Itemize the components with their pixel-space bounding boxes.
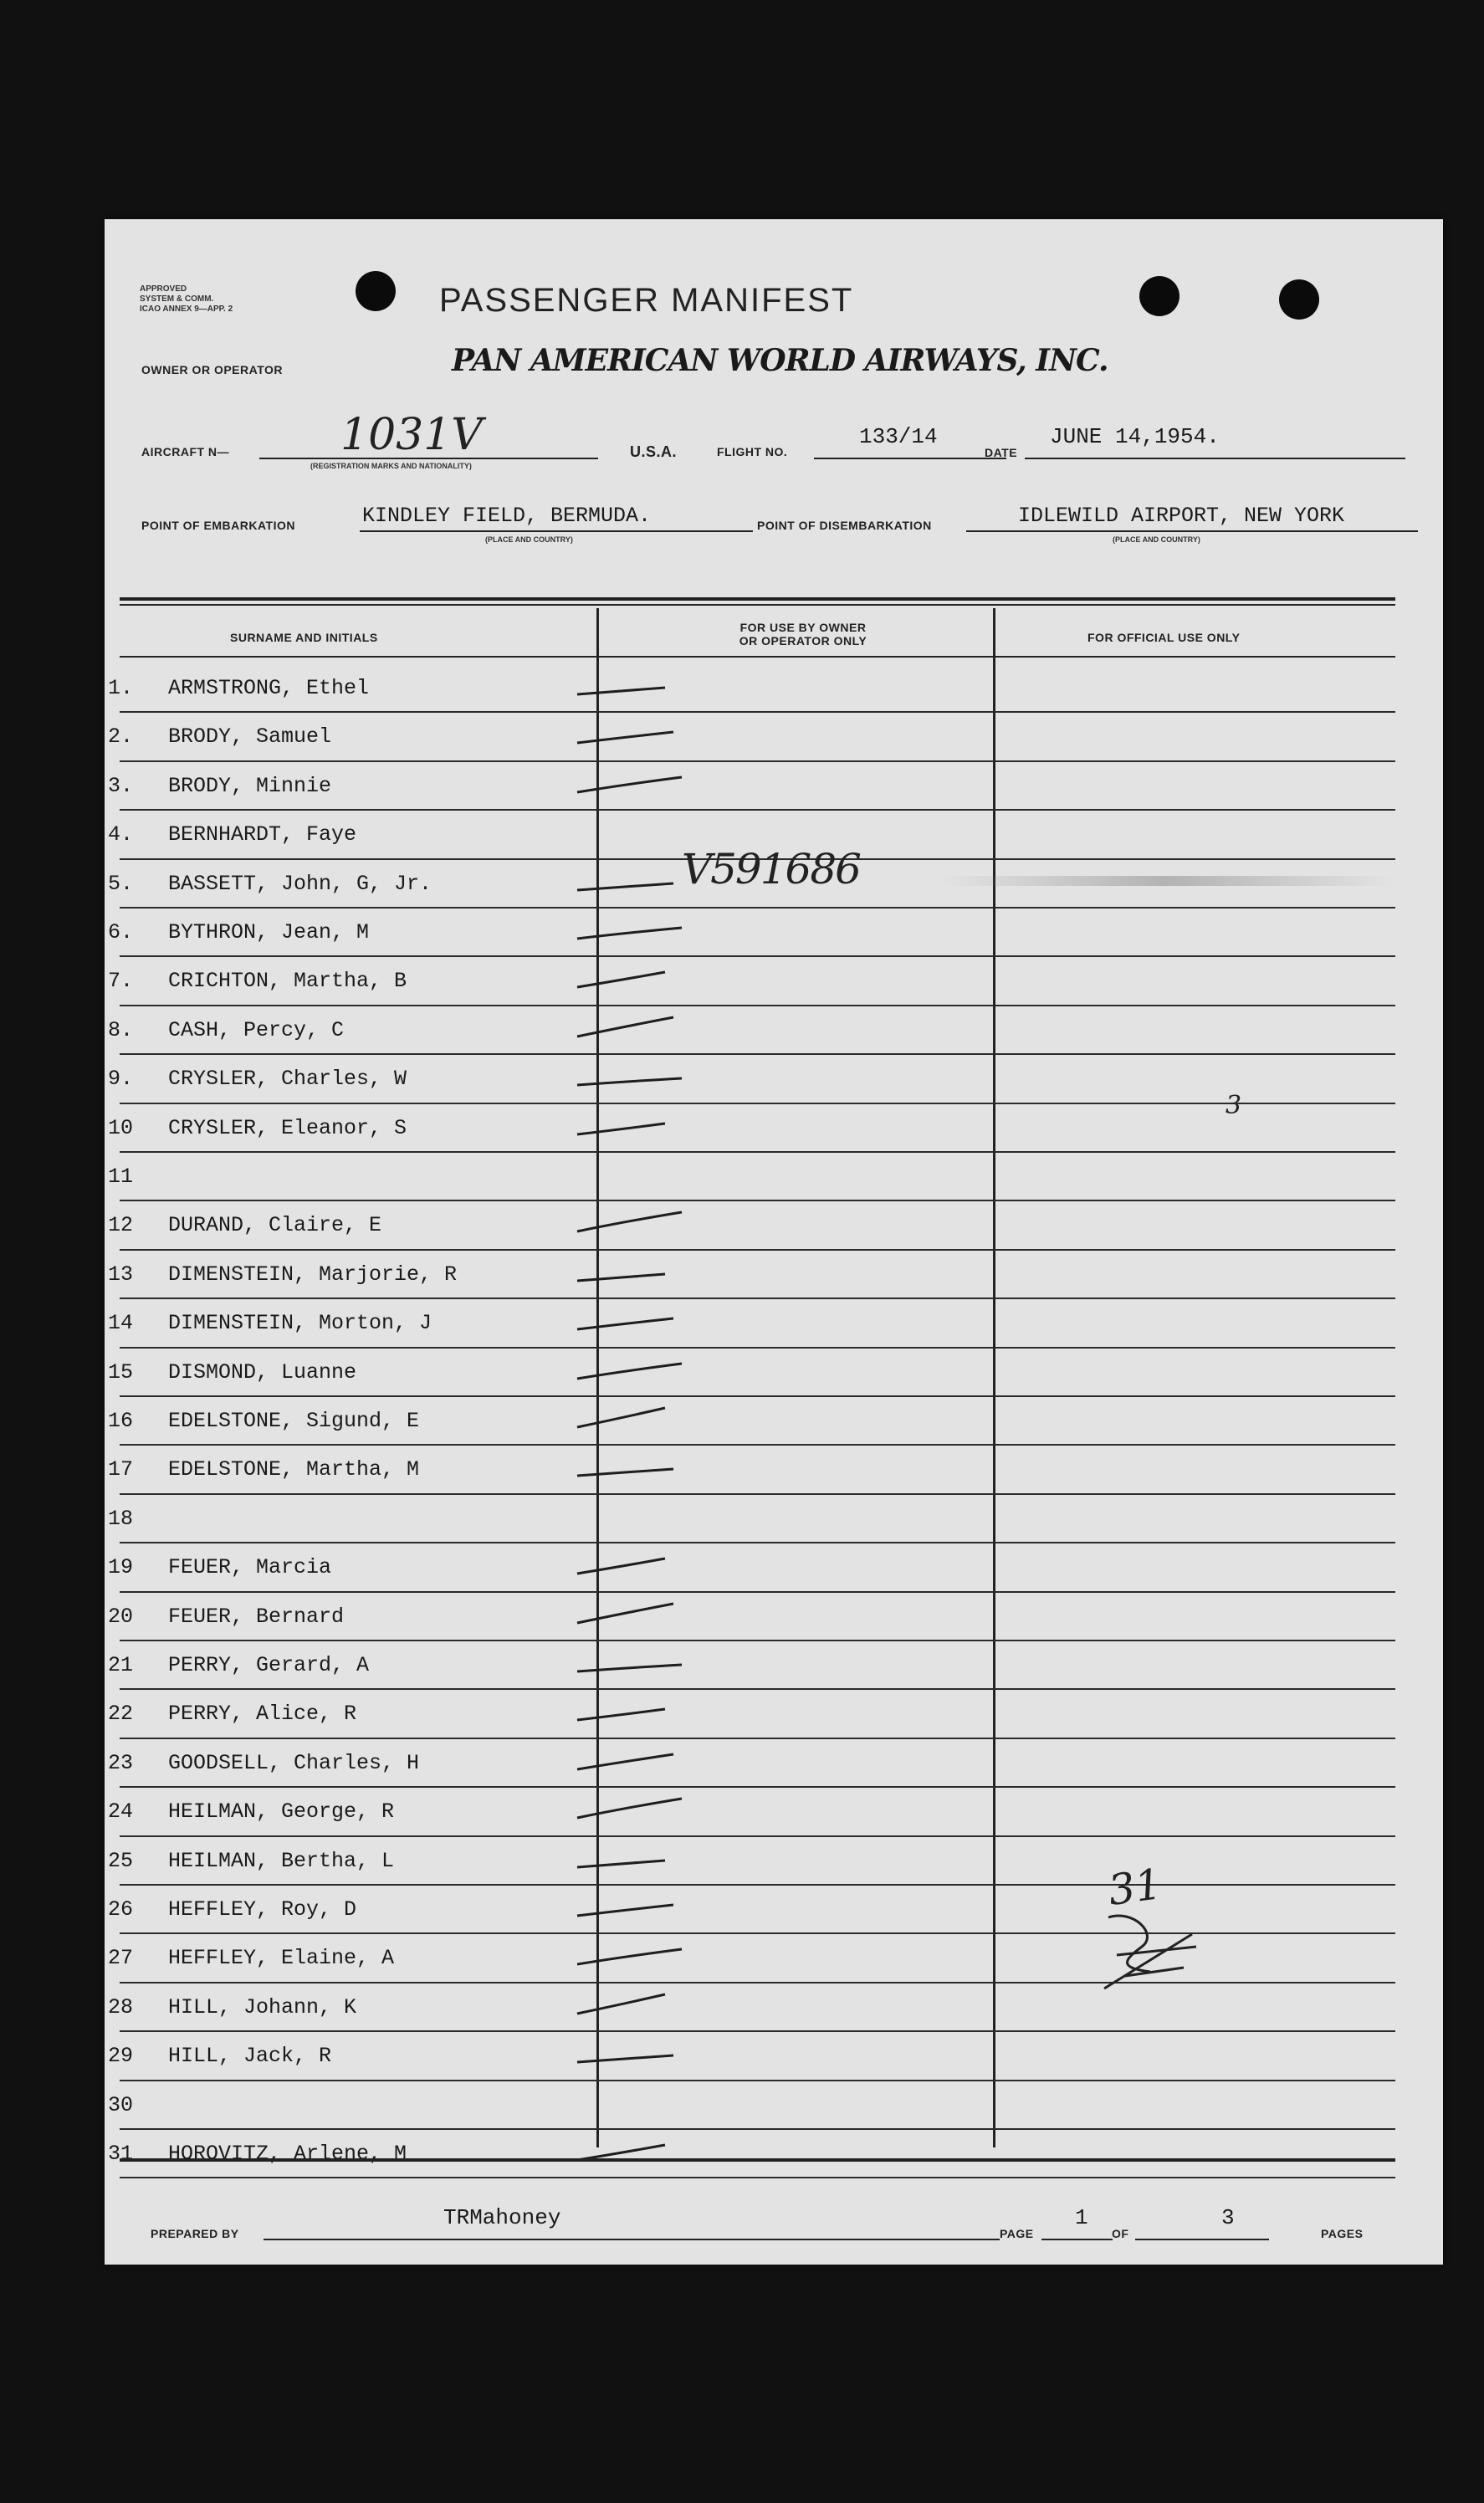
row-number: 16 [108,1409,134,1433]
table-row [105,1251,1443,1299]
check-mark-icon [573,1402,699,1436]
check-mark-icon [573,1891,699,1924]
check-mark-icon [573,718,699,751]
row-number: 26 [108,1897,134,1922]
passenger-name: HEILMAN, Bertha, L [168,1848,395,1873]
table-row [105,1446,1443,1494]
row-rule [120,2177,1395,2178]
check-mark-icon [573,1354,699,1387]
column-header-owner-line1: FOR USE BY OWNER [739,621,867,634]
table-row [105,1641,1443,1690]
date-underline [1025,458,1405,459]
check-mark-icon [573,1842,699,1876]
column-header-official: FOR OFFICIAL USE ONLY [1087,631,1241,644]
row-number: 12 [108,1213,134,1238]
table-row [105,1788,1443,1836]
table-row [105,1543,1443,1592]
passenger-name: BYTHRON, Jean, M [168,920,370,944]
row-number: 5. [108,871,134,896]
row-number: 31 [108,2142,134,2166]
column-header-owner-line2: OR OPERATOR ONLY [739,634,867,648]
passenger-name: EDELSTONE, Martha, M [168,1457,420,1482]
row-number: 2. [108,724,134,750]
row-number: 4. [108,822,134,847]
passenger-name: CRICHTON, Martha, B [168,969,407,994]
check-mark-icon [573,1206,699,1240]
operator-name: PAN AMERICAN WORLD AIRWAYS, INC. [452,343,1108,378]
row-number: 19 [108,1555,134,1580]
table-row [105,1837,1443,1886]
row-number: 18 [108,1506,134,1531]
passenger-name: HILL, Johann, K [168,1994,357,2019]
check-mark-icon [573,1989,699,2022]
row26-official-annotation: 31 [1105,1859,1165,1916]
passenger-name: HEFFLEY, Roy, D [168,1897,357,1922]
row-number: 14 [108,1311,134,1336]
approval-line-3: ICAO ANNEX 9—APP. 2 [140,305,233,314]
table-row [105,2032,1443,2081]
table-row [105,1349,1443,1397]
check-mark-icon [573,914,699,947]
row-number: 10 [108,1115,134,1140]
row-number: 15 [108,1359,134,1385]
passenger-name: CRYSLER, Eleanor, S [168,1115,407,1140]
row-number: 24 [108,1799,134,1825]
table-row [105,1397,1443,1446]
embark-sublabel: (PLACE AND COUNTRY) [485,535,573,544]
table-row [105,1983,1443,2032]
row-number: 23 [108,1750,134,1775]
passenger-name: FEUER, Marcia [168,1555,332,1580]
table-row [105,1153,1443,1201]
manifest-title: PASSENGER MANIFEST [439,282,854,319]
passenger-name: DIMENSTEIN, Morton, J [168,1311,432,1336]
table-row [105,1006,1443,1055]
disembark-label: POINT OF DISEMBARKATION [757,519,932,532]
row-number: 7. [108,969,134,994]
table-row [105,2081,1443,2130]
embark-value: KINDLEY FIELD, BERMUDA. [362,504,652,528]
column-header-owner [707,621,899,648]
embark-label: POINT OF EMBARKATION [141,519,295,532]
page-underline [1041,2239,1113,2240]
punch-hole-left [356,271,396,311]
table-row [105,2130,1443,2178]
prepared-by: TRMahoney [443,2205,561,2230]
page-number: 1 [1075,2205,1088,2230]
owner-label: OWNER OR OPERATOR [141,363,283,376]
passenger-name: DIMENSTEIN, Marjorie, R [168,1262,458,1287]
table-row [105,762,1443,811]
table-row [105,909,1443,957]
check-mark-icon [573,1939,699,1973]
manifest-sheet [105,219,1443,2265]
row-number: 20 [108,1604,134,1629]
check-mark-icon [573,1451,699,1484]
passenger-name: PERRY, Alice, R [168,1702,357,1727]
table-row [105,1690,1443,1738]
check-mark-icon [573,767,699,801]
header-bottom-rule [120,656,1395,658]
table-top-rule [120,597,1395,601]
row-number: 21 [108,1653,134,1677]
check-mark-icon [573,1793,699,1826]
aircraft-number: 1031V [340,410,483,460]
passenger-name: DISMOND, Luanne [168,1359,357,1385]
passenger-name: GOODSELL, Charles, H [168,1750,420,1775]
row-number: 28 [108,1994,134,2019]
pages-label: PAGES [1321,2227,1364,2240]
approval-line-2: SYSTEM & COMM. [140,294,214,304]
of-underline [1135,2239,1269,2240]
table-row [105,1055,1443,1103]
check-mark-icon [573,669,699,703]
date-label: DATE [985,446,1018,459]
passenger-name: HOROVITZ, Arlene, M [168,2142,407,2166]
row-number: 6. [108,920,134,944]
official-scribble [1100,1909,1200,1993]
page-label: PAGE [1000,2227,1034,2240]
table-row [105,1201,1443,1250]
check-mark-icon [573,1304,699,1338]
row-number: 25 [108,1848,134,1873]
table-row [105,1495,1443,1543]
aircraft-sublabel: (REGISTRATION MARKS AND NATIONALITY) [310,462,472,470]
flight-label: FLIGHT NO. [717,445,788,458]
row-number: 27 [108,1946,134,1971]
table-top-rule-2 [120,604,1395,606]
passenger-name: BASSETT, John, G, Jr. [168,871,432,896]
row5-owner-annotation: V591686 [682,845,860,893]
table-row [105,1299,1443,1348]
table-row [105,1104,1443,1153]
table-row [105,664,1443,713]
table-bottom-rule [120,2158,1395,2162]
check-mark-icon [573,2037,699,2070]
passenger-name: FEUER, Bernard [168,1604,345,1629]
prepared-label: PREPARED BY [151,2227,239,2240]
flight-underline [814,458,1006,459]
punch-hole-right-1 [1139,276,1180,316]
passenger-name: HEILMAN, George, R [168,1799,395,1825]
approval-stamp [140,284,233,315]
flight-number: 133/14 [859,424,938,449]
check-mark-icon [573,1695,699,1728]
row-number: 22 [108,1702,134,1727]
embark-underline [360,530,753,532]
row-number: 30 [108,2092,134,2117]
approval-line-1: APPROVED [140,284,187,294]
row-number: 9. [108,1067,134,1092]
check-mark-icon [573,962,699,996]
check-mark-icon [573,1256,699,1289]
smudge-mark [941,876,1393,886]
row-number: 17 [108,1457,134,1482]
table-row [105,1886,1443,1934]
of-label: OF [1112,2227,1129,2240]
table-row [105,1934,1443,1983]
table-row [105,1593,1443,1641]
table-row [105,957,1443,1006]
check-mark-icon [573,1011,699,1045]
prepared-underline [264,2239,1000,2240]
check-mark-icon [573,1646,699,1680]
passenger-name: CRYSLER, Charles, W [168,1067,407,1092]
punch-hole-right-2 [1279,279,1319,320]
check-mark-icon [573,1109,699,1143]
row-number: 13 [108,1262,134,1287]
passenger-name: PERRY, Gerard, A [168,1653,370,1677]
aircraft-label: AIRCRAFT N— [141,445,230,458]
passenger-name: ARMSTRONG, Ethel [168,676,370,700]
check-mark-icon [573,2135,699,2168]
country-label: U.S.A. [630,443,678,460]
passenger-name: CASH, Percy, C [168,1017,345,1042]
disembark-underline [966,530,1418,532]
flight-date: JUNE 14,1954. [1050,424,1220,449]
check-mark-icon [573,1548,699,1582]
page-total: 3 [1221,2205,1235,2230]
check-mark-icon [573,1744,699,1778]
disembark-sublabel: (PLACE AND COUNTRY) [1113,535,1200,544]
check-mark-icon [573,865,699,898]
row-number: 3. [108,773,134,798]
passenger-name: BERNHARDT, Faye [168,822,357,847]
passenger-name: DURAND, Claire, E [168,1213,382,1238]
passenger-name: HEFFLEY, Elaine, A [168,1946,395,1971]
disembark-value: IDLEWILD AIRPORT, NEW YORK [1018,504,1345,528]
row-number: 1. [108,676,134,700]
passenger-name: HILL, Jack, R [168,2044,332,2069]
check-mark-icon [573,1060,699,1093]
passenger-name: BRODY, Samuel [168,724,332,750]
table-row [105,1739,1443,1788]
column-header-surname: SURNAME AND INITIALS [230,631,378,644]
row-number: 11 [108,1164,134,1189]
table-row [105,713,1443,761]
passenger-name: BRODY, Minnie [168,773,332,798]
check-mark-icon [573,1598,699,1631]
row-number: 29 [108,2044,134,2069]
row10-official-annotation: 3 [1226,1091,1242,1120]
row-number: 8. [108,1017,134,1042]
passenger-name: EDELSTONE, Sigund, E [168,1409,420,1433]
